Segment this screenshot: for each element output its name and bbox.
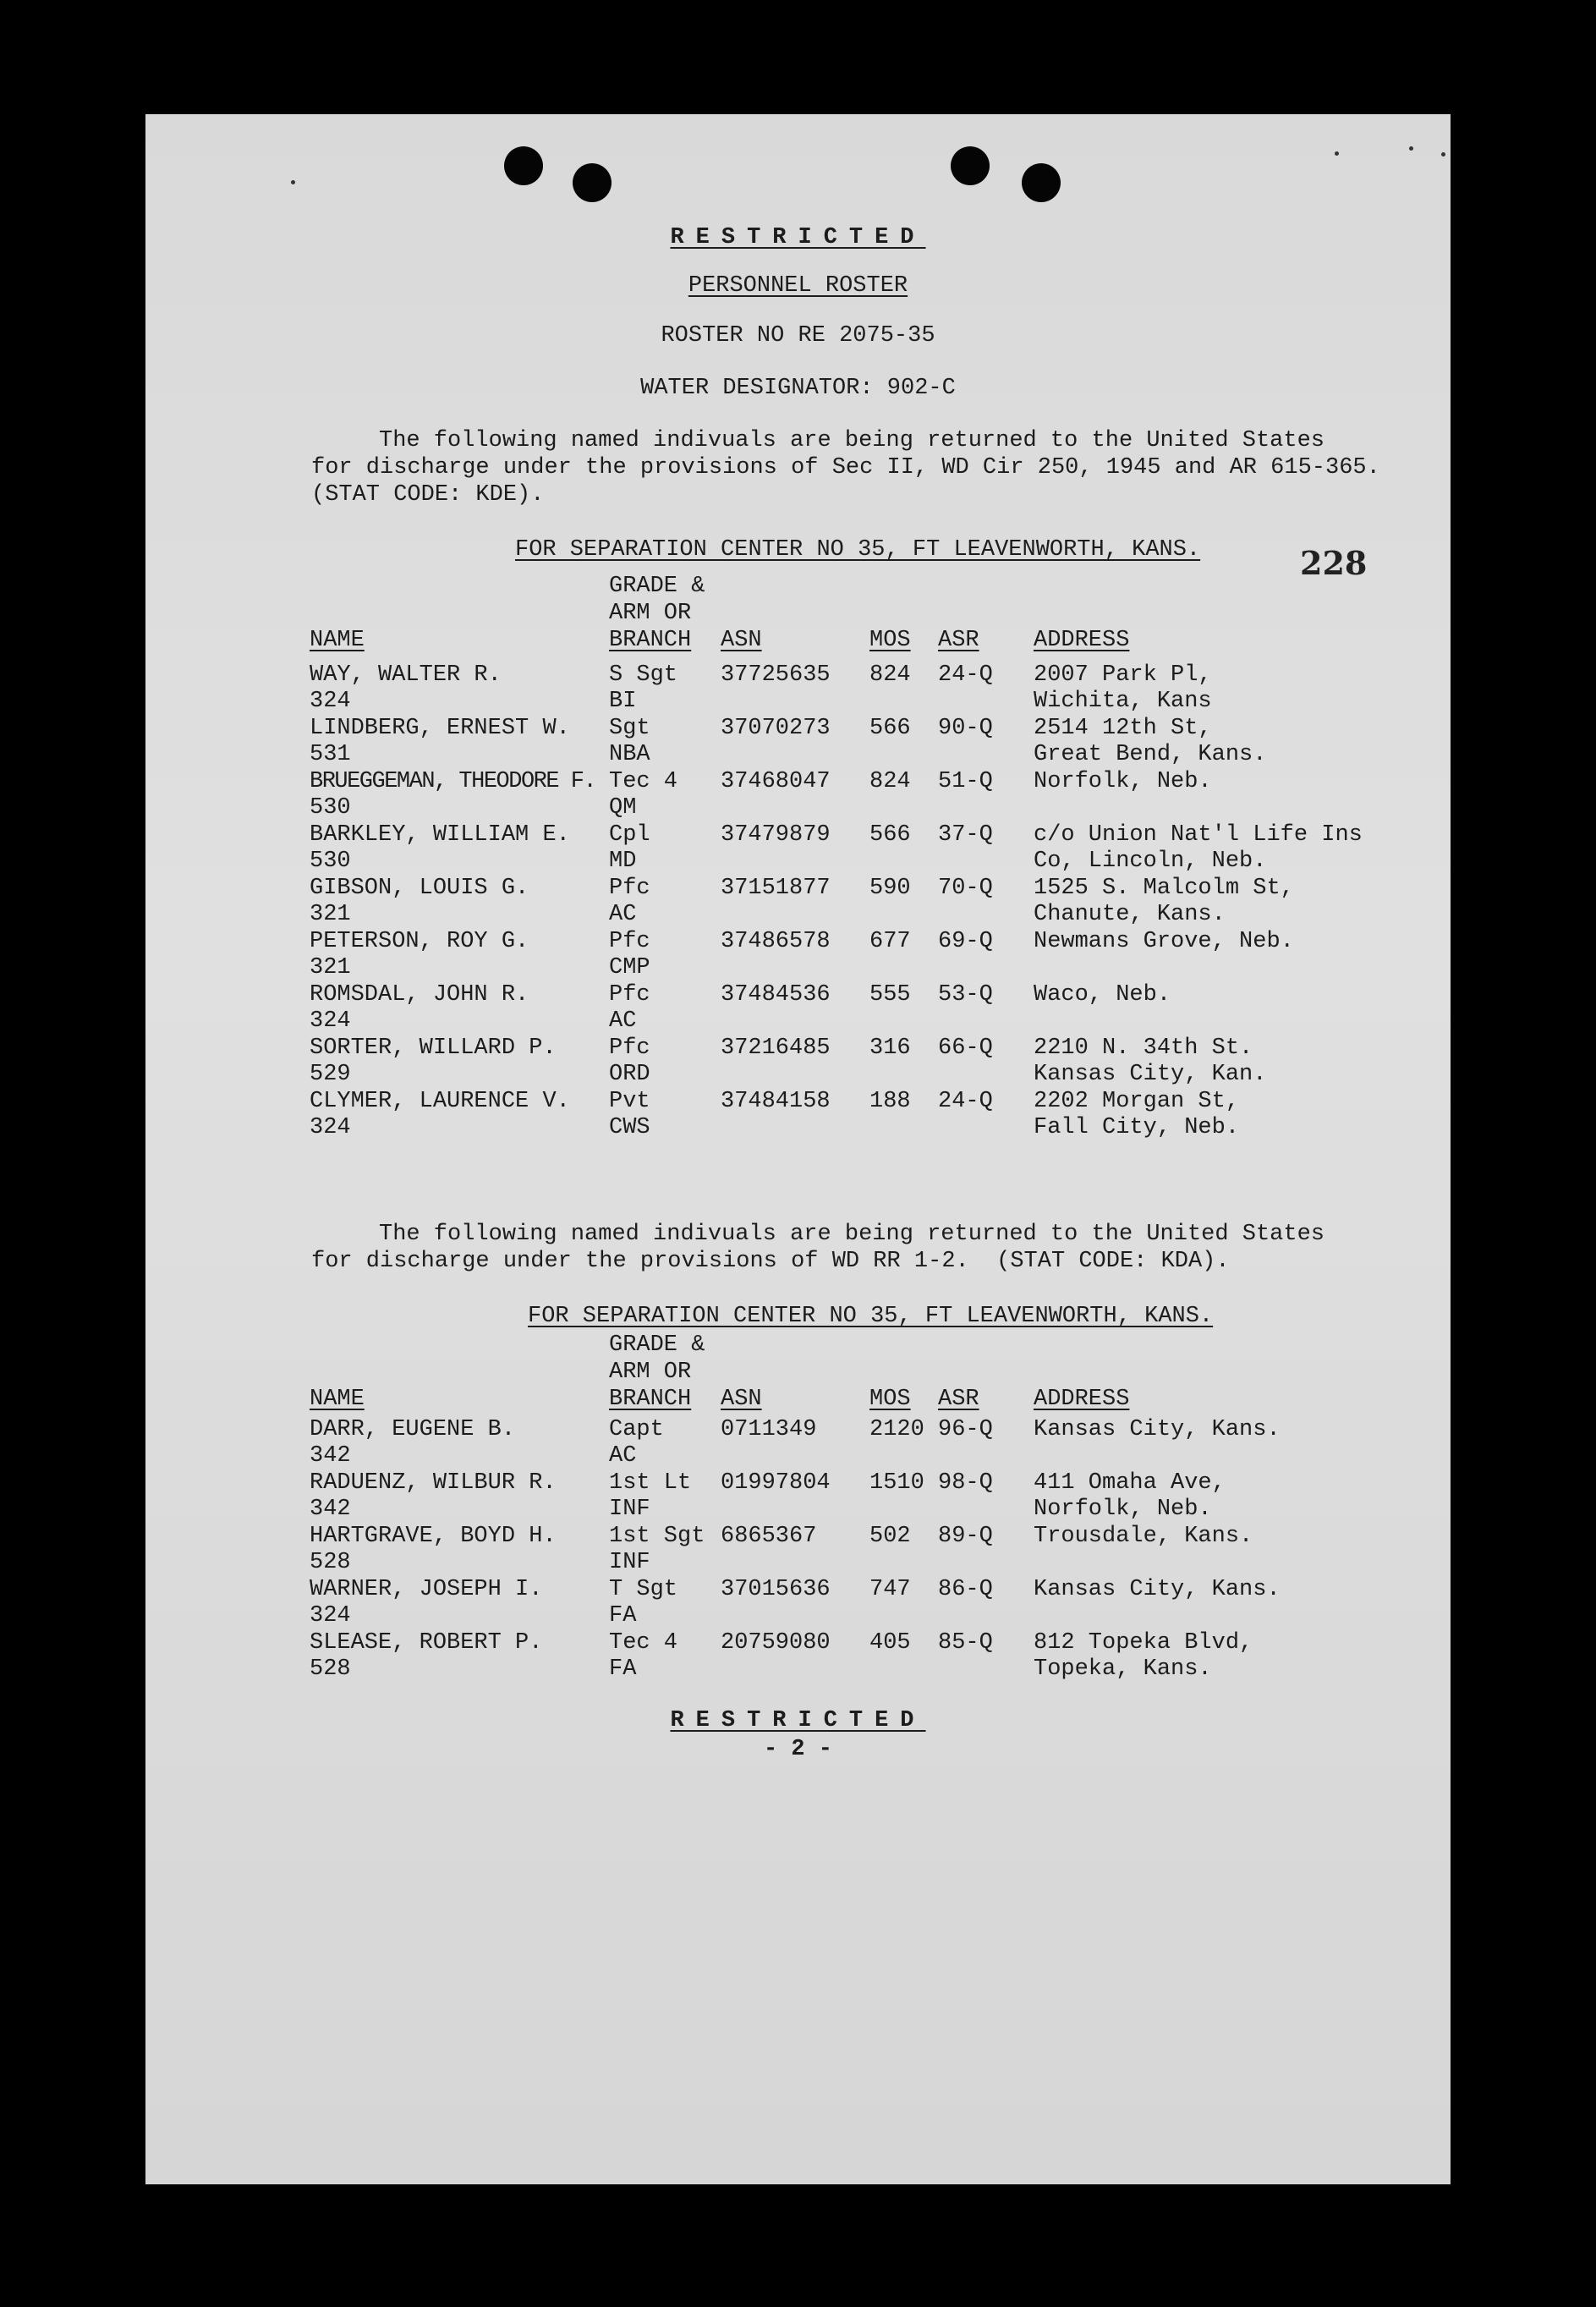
table-row-code: 528 (310, 1656, 351, 1682)
table-row-name: PETERSON, ROY G. (310, 929, 529, 954)
table-row-name: LINDBERG, ERNEST W. (310, 716, 570, 741)
table-row-asr: 98-Q (938, 1470, 993, 1496)
table-row-name: CLYMER, LAURENCE V. (310, 1089, 570, 1114)
table-row-address-line2: Topeka, Kans. (1034, 1656, 1212, 1682)
table-row-asr: 96-Q (938, 1417, 993, 1442)
table-row-asr: 69-Q (938, 929, 993, 954)
table-row-address-line2: Great Bend, Kans. (1034, 742, 1267, 767)
intro-paragraph-1-line-2: for discharge under the provisions of Sec II, WD Cir 250, 1945 and AR 615-365. (311, 455, 1380, 481)
table-row-address-line1: Waco, Neb. (1034, 982, 1171, 1008)
table-row-branch: AC (609, 1008, 637, 1034)
table-row-asn: 37151877 (721, 876, 831, 901)
table-row-grade: Sgt (609, 716, 650, 741)
punch-hole (951, 146, 990, 185)
table-row-mos: 824 (869, 662, 911, 688)
table-row-code: 531 (310, 742, 351, 767)
column-header-mos: MOS (869, 628, 911, 653)
table-row-grade: Pfc (609, 929, 650, 954)
table-row-name: HARTGRAVE, BOYD H. (310, 1524, 557, 1549)
table-row-mos: 566 (869, 822, 911, 848)
table-row-branch: INF (609, 1497, 650, 1522)
table-row-code: 324 (310, 689, 351, 714)
table-row-mos: 502 (869, 1524, 911, 1549)
speck (1409, 146, 1413, 151)
table-row-asn: 37015636 (721, 1577, 831, 1602)
column-header-grade-line2: ARM OR (609, 601, 692, 626)
table-row-mos: 824 (869, 769, 911, 794)
table-row-asn: 37484536 (721, 982, 831, 1008)
table-row-asr: 86-Q (938, 1577, 993, 1602)
table-row-name: RADUENZ, WILBUR R. (310, 1470, 557, 1496)
table-row-address-line2: Wichita, Kans (1034, 689, 1212, 714)
column-header-asr: ASR (938, 1387, 979, 1412)
table-row-address-line1: 2202 Morgan St, (1034, 1089, 1240, 1114)
table-row-branch: BI (609, 689, 637, 714)
column-header-grade-line1: GRADE & (609, 574, 705, 599)
table-row-code: 528 (310, 1550, 351, 1575)
roster-number: ROSTER NO RE 2075-35 (661, 323, 935, 349)
table-row-asn: 37479879 (721, 822, 831, 848)
page-stamp: 228 (1300, 544, 1368, 582)
table-row-grade: Cpl (609, 822, 650, 848)
table-row-address-line1: Norfolk, Neb. (1034, 769, 1212, 794)
table-row-address-line1: Trousdale, Kans. (1034, 1524, 1253, 1549)
table-row-asr: 70-Q (938, 876, 993, 901)
table-row-mos: 677 (869, 929, 911, 954)
table-row-asn: 37484158 (721, 1089, 831, 1114)
table-row-name: ROMSDAL, JOHN R. (310, 982, 529, 1008)
table-row-address-line1: 411 Omaha Ave, (1034, 1470, 1226, 1496)
punch-hole (573, 163, 612, 202)
table-row-branch: NBA (609, 742, 650, 767)
table-row-mos: 405 (869, 1630, 911, 1656)
table-row-name: SORTER, WILLARD P. (310, 1035, 557, 1061)
table-row-address-line2: Co, Lincoln, Neb. (1034, 849, 1267, 874)
column-header-grade-line2: ARM OR (609, 1359, 692, 1385)
table-row-grade: Tec 4 (609, 769, 678, 794)
water-designator: WATER DESIGNATOR: 902-C (640, 376, 956, 401)
table-row-address-line1: 2514 12th St, (1034, 716, 1212, 741)
table-row-branch: QM (609, 795, 637, 821)
column-header-asr: ASR (938, 628, 979, 653)
punch-hole (504, 146, 543, 185)
page-number: - 2 - (763, 1737, 832, 1762)
classification-header: RESTRICTED (670, 225, 926, 250)
table-row-address-line2: Norfolk, Neb. (1034, 1497, 1212, 1522)
table-row-branch: CMP (609, 955, 650, 980)
table-row-grade: T Sgt (609, 1577, 678, 1602)
intro-paragraph-2-line-1: The following named indivuals are being returned to the United States (379, 1222, 1325, 1247)
separation-center-heading: FOR SEPARATION CENTER NO 35, FT LEAVENWORTH, KANS. (515, 537, 1201, 563)
table-row-mos: 590 (869, 876, 911, 901)
table-row-address-line1: 812 Topeka Blvd, (1034, 1630, 1253, 1656)
table-row-address-line1: c/o Union Nat'l Life Ins (1034, 822, 1363, 848)
table-row-mos: 1510 (869, 1470, 924, 1496)
table-row-branch: INF (609, 1550, 650, 1575)
table-row-code: 324 (310, 1603, 351, 1629)
intro-paragraph-1-line-3: (STAT CODE: KDE). (311, 482, 545, 508)
table-row-address-line1: Kansas City, Kans. (1034, 1417, 1281, 1442)
table-row-asn: 37070273 (721, 716, 831, 741)
column-header-asn: ASN (721, 628, 762, 653)
table-row-grade: Pfc (609, 876, 650, 901)
table-row-address-line1: Newmans Grove, Neb. (1034, 929, 1294, 954)
table-row-mos: 316 (869, 1035, 911, 1061)
column-header-branch: BRANCH (609, 1387, 692, 1412)
table-row-asr: 24-Q (938, 1089, 993, 1114)
table-row-code: 342 (310, 1443, 351, 1469)
table-row-asr: 51-Q (938, 769, 993, 794)
table-row-asr: 37-Q (938, 822, 993, 848)
column-header-mos: MOS (869, 1387, 911, 1412)
table-row-name: BRUEGGEMAN, THEODORE F. (310, 769, 596, 794)
table-row-asn: 37468047 (721, 769, 831, 794)
speck (1441, 152, 1445, 157)
table-row-branch: CWS (609, 1115, 650, 1140)
table-row-mos: 555 (869, 982, 911, 1008)
table-row-branch: MD (609, 849, 637, 874)
table-row-address-line2: Kansas City, Kan. (1034, 1062, 1267, 1087)
table-row-asr: 24-Q (938, 662, 993, 688)
table-row-asn: 6865367 (721, 1524, 817, 1549)
table-row-asr: 53-Q (938, 982, 993, 1008)
table-row-branch: AC (609, 902, 637, 927)
separation-center-heading: FOR SEPARATION CENTER NO 35, FT LEAVENWORTH, KANS. (528, 1304, 1214, 1329)
table-row-grade: Pfc (609, 982, 650, 1008)
table-row-name: GIBSON, LOUIS G. (310, 876, 529, 901)
table-row-code: 324 (310, 1008, 351, 1034)
document-page (145, 114, 1451, 2184)
column-header-asn: ASN (721, 1387, 762, 1412)
column-header-branch: BRANCH (609, 628, 692, 653)
column-header-address: ADDRESS (1034, 1387, 1130, 1412)
column-header-address: ADDRESS (1034, 628, 1130, 653)
table-row-address-line1: 1525 S. Malcolm St, (1034, 876, 1294, 901)
table-row-name: WAY, WALTER R. (310, 662, 502, 688)
table-row-code: 321 (310, 902, 351, 927)
intro-paragraph-1-line-1: The following named indivuals are being returned to the United States (379, 428, 1325, 453)
table-row-grade: Pvt (609, 1089, 650, 1114)
table-row-grade: S Sgt (609, 662, 678, 688)
table-row-grade: Pfc (609, 1035, 650, 1061)
table-row-name: WARNER, JOSEPH I. (310, 1577, 543, 1602)
table-row-code: 529 (310, 1062, 351, 1087)
table-row-address-line2: Chanute, Kans. (1034, 902, 1226, 927)
table-row-branch: FA (609, 1656, 637, 1682)
table-row-name: BARKLEY, WILLIAM E. (310, 822, 570, 848)
punch-hole (1022, 163, 1061, 202)
table-row-asn: 37486578 (721, 929, 831, 954)
table-row-address-line1: Kansas City, Kans. (1034, 1577, 1281, 1602)
table-row-grade: Capt (609, 1417, 664, 1442)
table-row-mos: 566 (869, 716, 911, 741)
table-row-asr: 66-Q (938, 1035, 993, 1061)
table-row-mos: 2120 (869, 1417, 924, 1442)
table-row-branch: AC (609, 1443, 637, 1469)
table-row-asr: 85-Q (938, 1630, 993, 1656)
table-row-asn: 01997804 (721, 1470, 831, 1496)
table-row-name: SLEASE, ROBERT P. (310, 1630, 543, 1656)
column-header-name: NAME (310, 1387, 365, 1412)
table-row-asr: 90-Q (938, 716, 993, 741)
table-row-code: 321 (310, 955, 351, 980)
table-row-mos: 188 (869, 1089, 911, 1114)
speck (291, 180, 295, 184)
table-row-code: 324 (310, 1115, 351, 1140)
document-title: PERSONNEL ROSTER (688, 273, 908, 299)
table-row-address-line1: 2210 N. 34th St. (1034, 1035, 1253, 1061)
column-header-grade-line1: GRADE & (609, 1332, 705, 1358)
table-row-grade: Tec 4 (609, 1630, 678, 1656)
table-row-code: 342 (310, 1497, 351, 1522)
table-row-code: 530 (310, 849, 351, 874)
table-row-asn: 37216485 (721, 1035, 831, 1061)
table-row-code: 530 (310, 795, 351, 821)
table-row-grade: 1st Sgt (609, 1524, 705, 1549)
column-header-name: NAME (310, 628, 365, 653)
classification-footer: RESTRICTED (670, 1708, 926, 1733)
intro-paragraph-2-line-2: for discharge under the provisions of WD RR 1-2. (STAT CODE: KDA). (311, 1249, 1230, 1274)
table-row-asn: 0711349 (721, 1417, 817, 1442)
table-row-asr: 89-Q (938, 1524, 993, 1549)
table-row-asn: 20759080 (721, 1630, 831, 1656)
speck (1335, 151, 1339, 156)
table-row-grade: 1st Lt (609, 1470, 692, 1496)
table-row-branch: ORD (609, 1062, 650, 1087)
table-row-asn: 37725635 (721, 662, 831, 688)
table-row-branch: FA (609, 1603, 637, 1629)
table-row-address-line2: Fall City, Neb. (1034, 1115, 1240, 1140)
table-row-mos: 747 (869, 1577, 911, 1602)
table-row-name: DARR, EUGENE B. (310, 1417, 516, 1442)
table-row-address-line1: 2007 Park Pl, (1034, 662, 1212, 688)
